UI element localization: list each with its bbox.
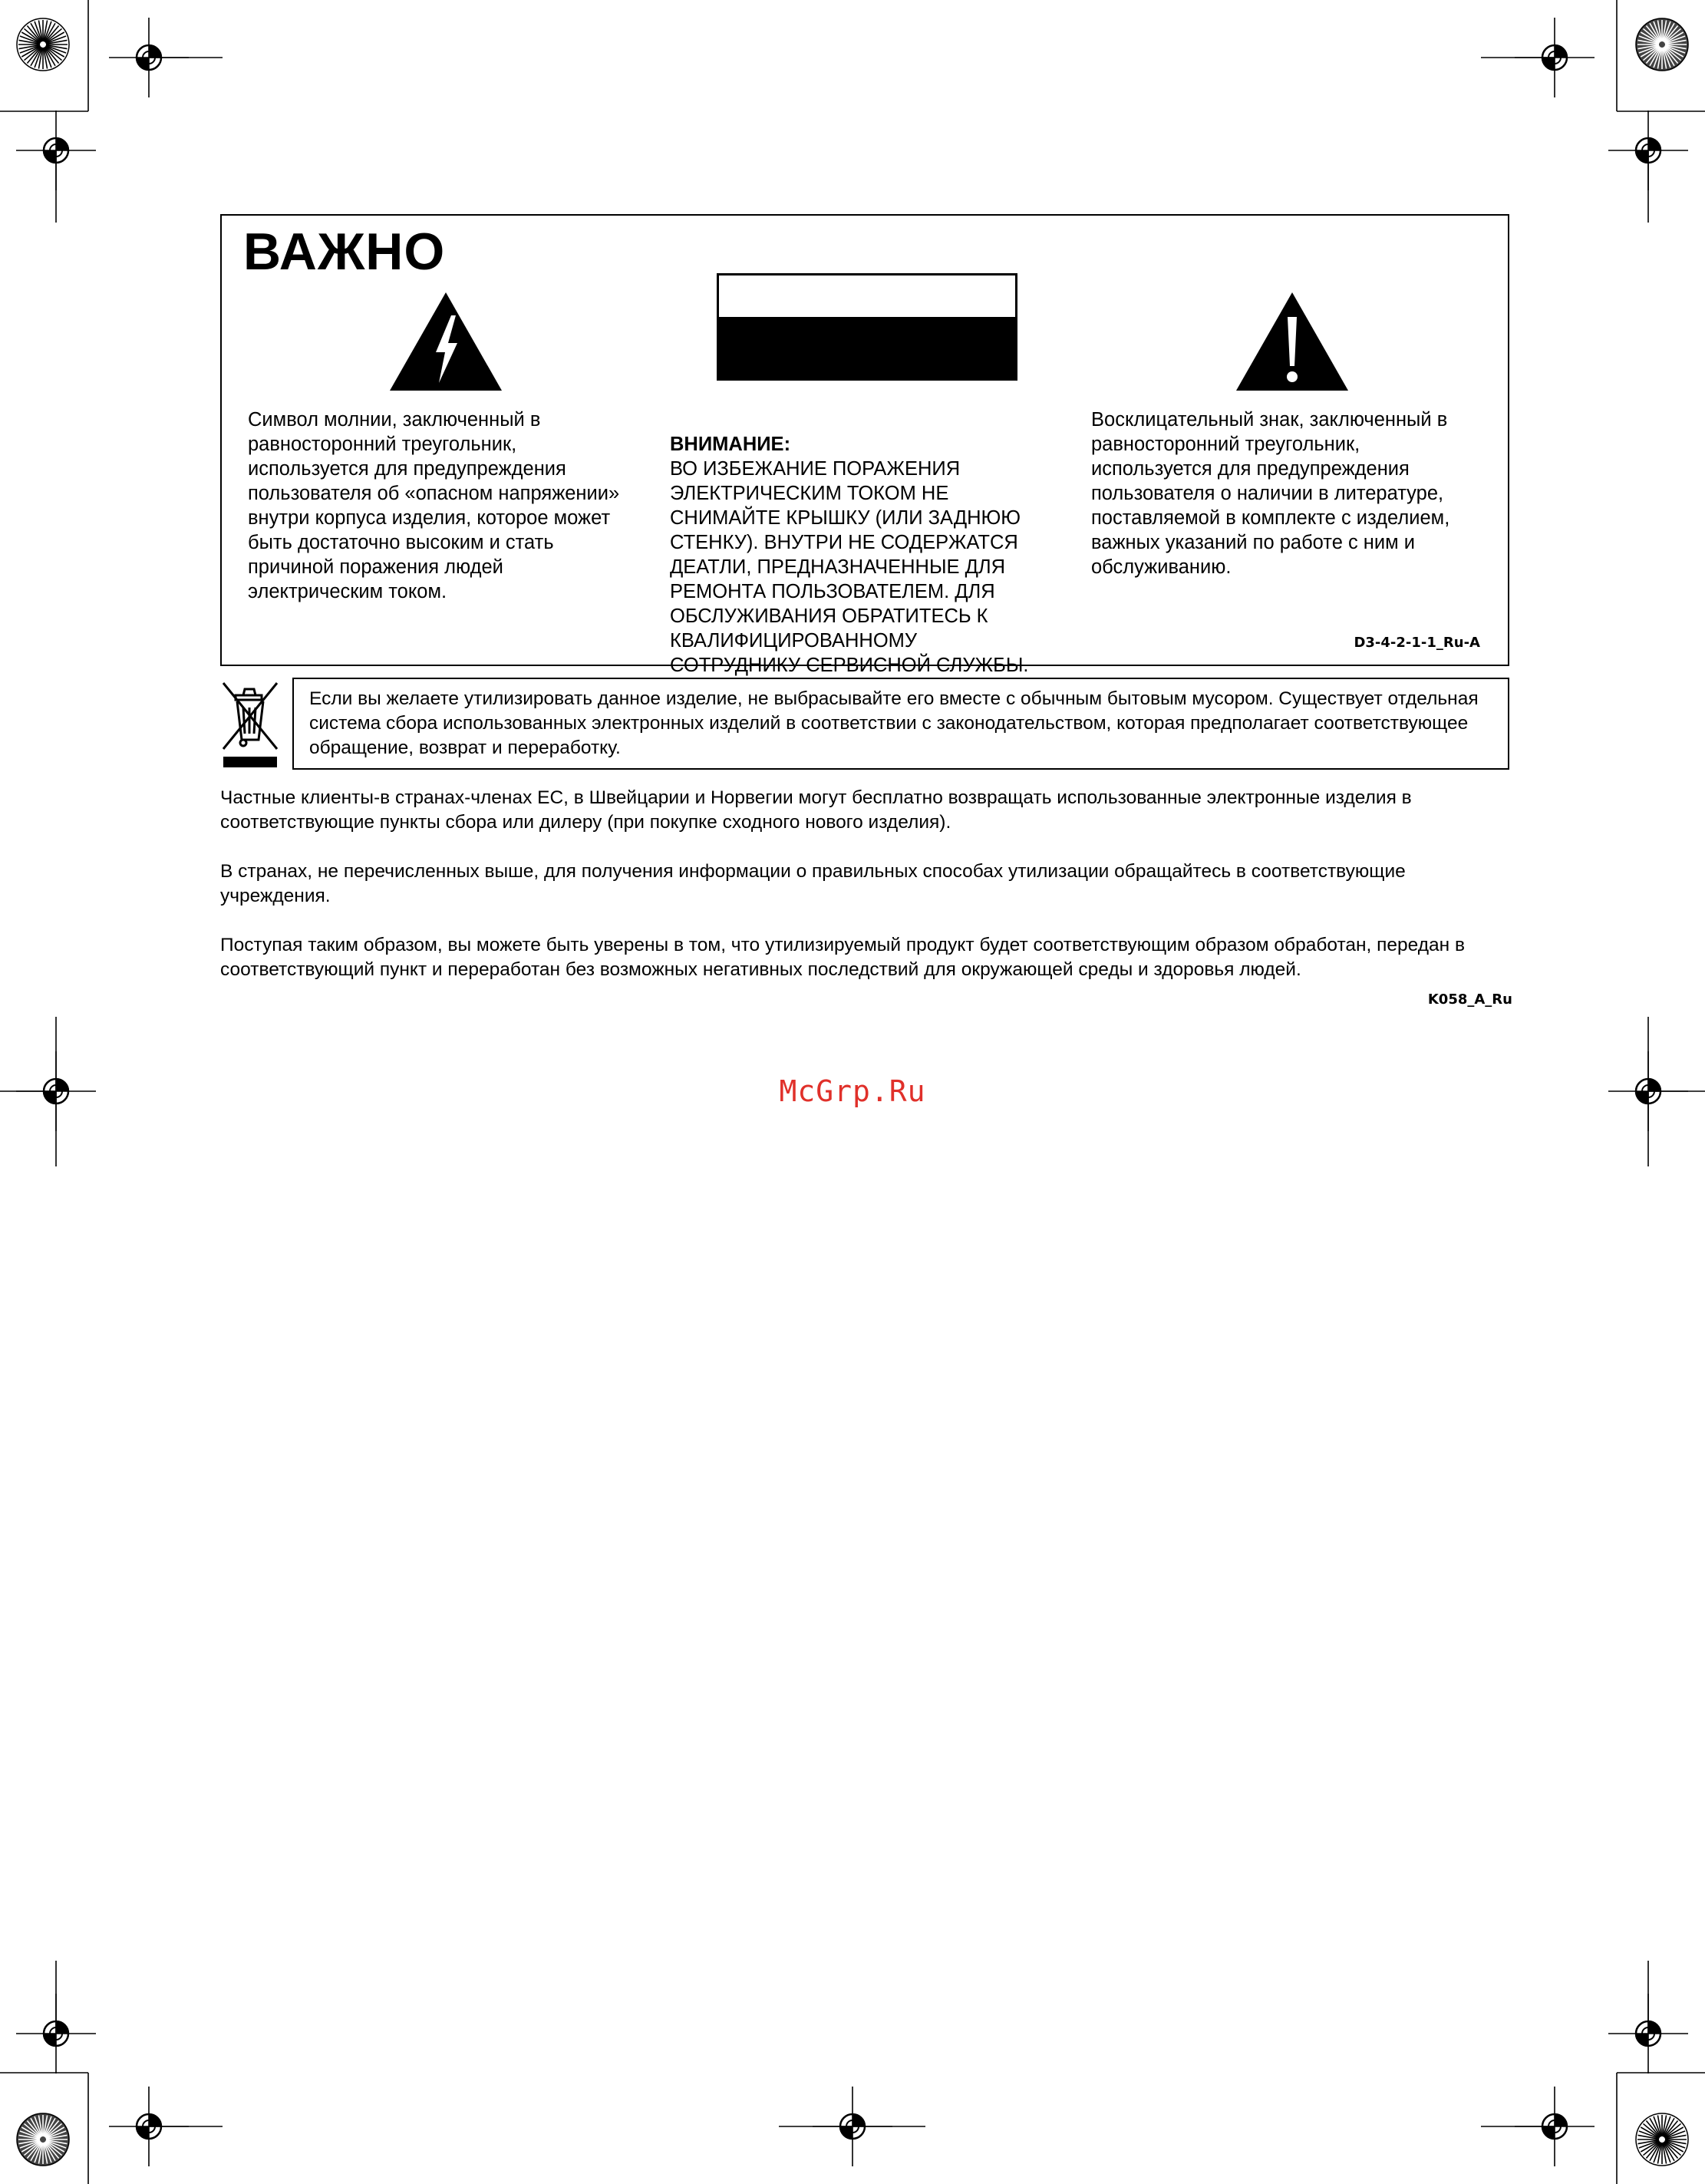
disposal-paragraph-2: В странах, не перечисленных выше, для получения информации о правильных способах утилизации обращайтесь в соответствующие учреждения. <box>220 861 1406 906</box>
important-title: ВАЖНО <box>243 223 446 281</box>
caution-label-band <box>719 317 1015 378</box>
caution-text: ВО ИЗБЕЖАНИЕ ПОРАЖЕНИЯ ЭЛЕКТРИЧЕСКИМ ТОКОМ НЕ СНИМАЙТЕ КРЫШКУ (ИЛИ ЗАДНЮЮ СТЕНКУ). ВНУТРИ НЕ СОДЕРЖАТСЯ ДЕАТЛИ, ПРЕДНАЗНАЧЕННЫЕ ДЛЯ РЕМОНТА ПОЛЬЗОВАТЕЛЕМ. ДЛЯ ОБСЛУЖИВАНИЯ ОБРАТИТЕСЬ К КВАЛИФИЦИРОВАННОМУ СОТРУДНИКУ СЕРВИСНОЙ СЛУЖБЫ. <box>670 458 1029 676</box>
document-code: D3-4-2-1-1_Ru-A <box>1354 635 1480 651</box>
exclamation-explanation: Восклицательный знак, заключенный в равносторонний треугольник, используется для предупреждения пользователя о наличии в литературе, поставляемой в комплекте с изделием, важных указаний по работе с ним и обслуживанию. <box>1091 409 1450 578</box>
lightning-triangle-icon <box>388 292 503 392</box>
exclamation-triangle-icon <box>1235 292 1350 392</box>
footer-code: K058_A_Ru <box>1427 991 1512 1008</box>
caution-block <box>670 407 1100 678</box>
disposal-paragraph-1: Частные клиенты-в странах-членах ЕС, в Швейцарии и Норвегии могут бесплатно возвращать использованные электронные изделия в соответствующие пункты сбора или дилеру (при покупке сходного нового изделия). <box>220 787 1412 833</box>
important-safety-box <box>220 214 1509 676</box>
weee-text: Если вы желаете утилизировать данное изделие, не выбрасывайте его вместе с обычным бытовым мусором. Существует отдельная система сбора использованных электронных изделий в соответствии с законодательством, которая предполагает соответствующее обращение, возврат и переработку. <box>309 688 1479 758</box>
caution-label-graphic <box>717 273 1017 381</box>
caution-heading: ВНИМАНИЕ: <box>670 434 791 455</box>
disposal-paragraph-3: Поступая таким образом, вы можете быть уверены в том, что утилизируемый продукт будет соответствующим образом обработан, передан в соответствующий пункт и переработан без возможных негативных последствий для окружающей среды и здоровья людей. <box>220 935 1466 980</box>
watermark: McGrp.Ru <box>779 1074 926 1108</box>
lightning-explanation: Символ молнии, заключенный в равносторонний треугольник, используется для предупреждения пользователя об «опасном напряжении» внутри корпуса изделия, которое может быть достаточно высоким и стать причиной поражения людей электрическим током. <box>248 409 620 602</box>
crossed-out-wheelie-bin-icon <box>220 680 282 770</box>
weee-disposal-box <box>292 678 1509 770</box>
